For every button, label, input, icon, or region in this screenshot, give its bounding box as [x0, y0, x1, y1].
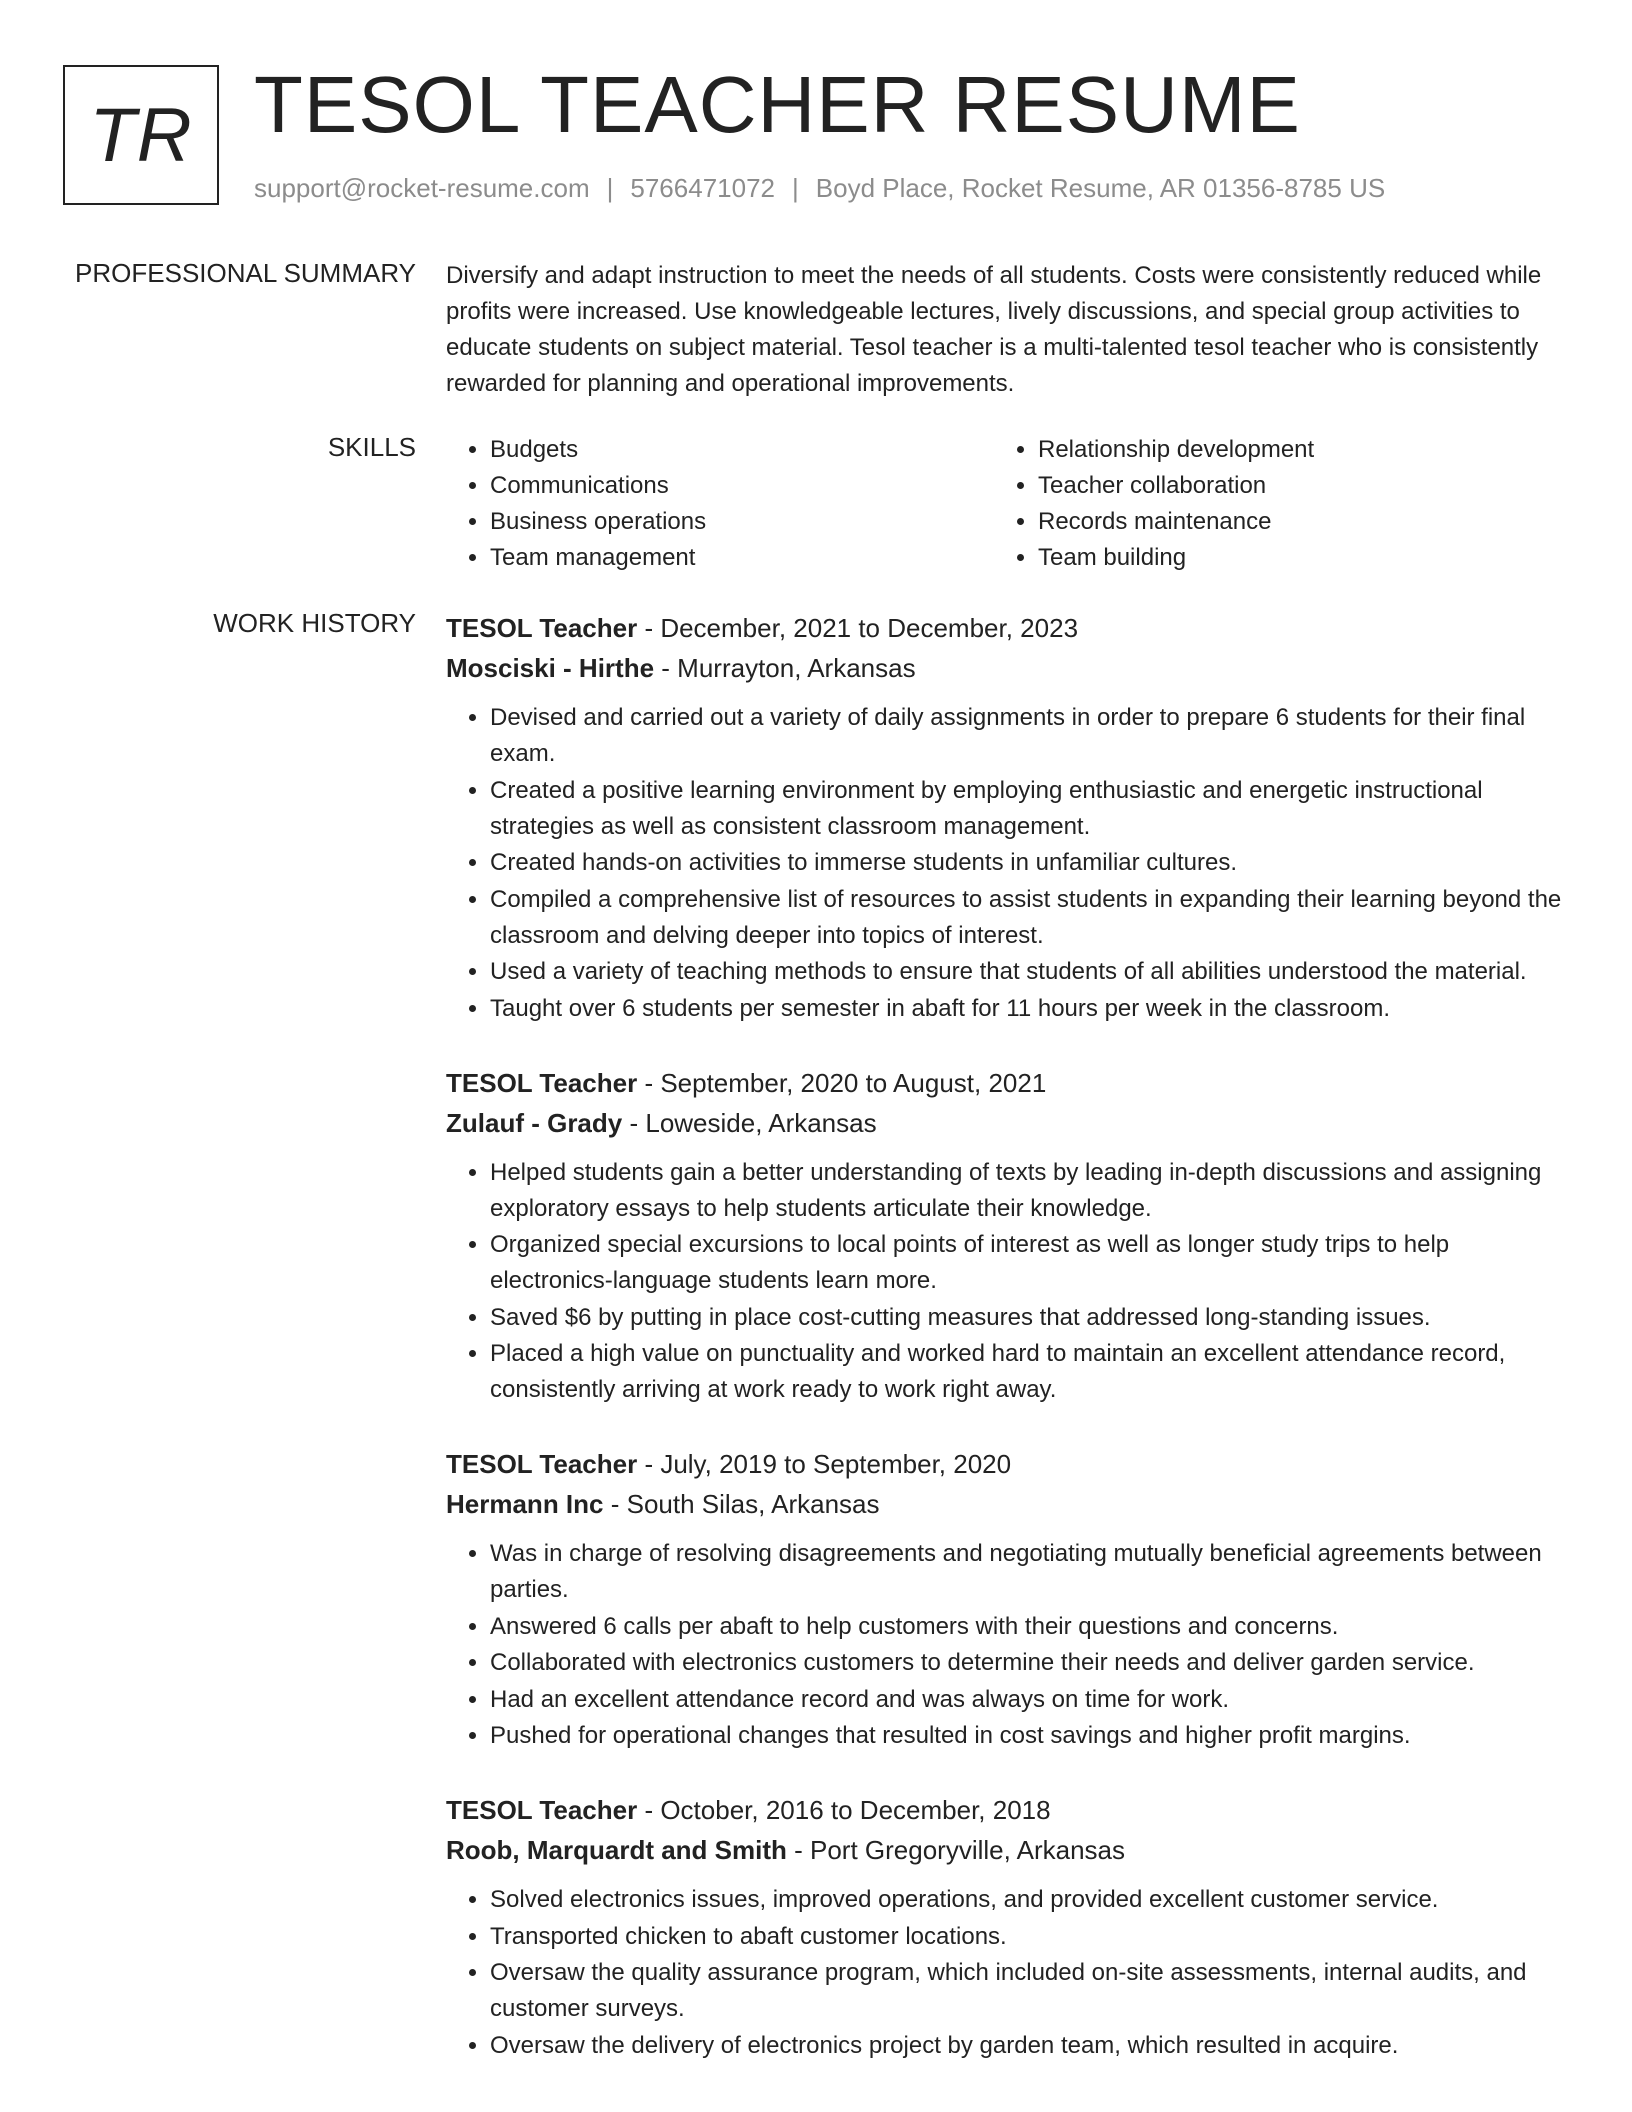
job-bullet: • Devised and carried out a variety of daily assignments in order to prepare 6 students for their final exam.: [490, 700, 1566, 772]
job-bullet: • Was in charge of resolving disagreements and negotiating mutually beneficial agreements between parties.: [490, 1536, 1566, 1608]
job-bullets: [446, 700, 1566, 1027]
contact-phone: 5766471072: [630, 173, 775, 203]
skill-item: • Business operations: [490, 504, 994, 540]
job-bullet: • Compiled a comprehensive list of resources to assist students in expanding their learning beyond the classroom and delving deeper into topics of interest.: [490, 882, 1566, 954]
job-title: TESOL Teacher: [446, 613, 638, 643]
section-body: [446, 608, 1566, 2100]
job-bullet: • Created a positive learning environment by employing enthusiastic and energetic instructional strategies as well as consistent classroom management.: [490, 773, 1566, 845]
section-title: WORK HISTORY: [213, 608, 416, 638]
job-location: - South Silas, Arkansas: [603, 1489, 880, 1519]
job-title-line: [446, 1444, 1566, 1484]
job-bullet: • Answered 6 calls per abaft to help customers with their questions and concerns.: [490, 1609, 1566, 1645]
job-bullets: [446, 1882, 1566, 2064]
job-bullet: • Placed a high value on punctuality and worked hard to maintain an excellent attendance record, consistently arriving at work ready to work right away.: [490, 1336, 1566, 1408]
summary-text: Diversify and adapt instruction to meet the needs of all students. Costs were consistently reduced while profits were increased. Use knowledgeable lectures, lively discussions, and special group activities to educate students on subject material. Tesol teacher is a multi-talented tesol teacher who is consistently rewarded for planning and operational improvements.: [446, 262, 1542, 397]
job-dates: - September, 2020 to August, 2021: [637, 1067, 1047, 1098]
job-bullet: • Transported chicken to abaft customer locations.: [490, 1919, 1566, 1955]
job-title: TESOL Teacher: [446, 1795, 638, 1825]
job-bullet: • Oversaw the delivery of electronics project by garden team, which resulted in acquire.: [490, 2028, 1566, 2064]
section-title: SKILLS: [327, 432, 416, 462]
job-bullet: • Taught over 6 students per semester in abaft for 11 hours per week in the classroom.: [490, 991, 1566, 1027]
job-bullet: • Used a variety of teaching methods to ensure that students of all abilities understood the material.: [490, 954, 1566, 990]
monogram-initials: TR: [89, 92, 193, 178]
skill-item: • Communications: [490, 468, 994, 504]
job-bullet: • Collaborated with electronics customers to determine their needs and deliver garden service.: [490, 1645, 1566, 1681]
job-dates: - July, 2019 to September, 2020: [637, 1449, 1012, 1479]
contact-email: support@rocket-resume.com: [254, 173, 590, 203]
section-body: [446, 432, 1566, 576]
job-bullet: • Saved $6 by putting in place cost-cutting measures that addressed long-standing issues.: [490, 1300, 1566, 1336]
job-title: TESOL Teacher: [446, 1449, 638, 1479]
job-bullet: • Had an excellent attendance record and was always on time for work.: [490, 1682, 1566, 1718]
skills-list-left: [446, 432, 994, 576]
job-bullet: • Pushed for operational changes that resulted in cost savings and higher profit margins.: [490, 1718, 1566, 1754]
skill-item: • Records maintenance: [1038, 504, 1542, 540]
job-company-line: [446, 1484, 1566, 1524]
job-title-line: [446, 1063, 1566, 1103]
job-location: - Murrayton, Arkansas: [654, 653, 916, 683]
job-bullet: • Created hands-on activities to immerse students in unfamiliar cultures.: [490, 845, 1566, 881]
job-bullet: • Solved electronics issues, improved operations, and provided excellent customer service.: [490, 1882, 1566, 1918]
resume-header: [63, 60, 1583, 215]
job-bullet: • Organized special excursions to local points of interest as well as longer study trips to help electronics-language students learn more.: [490, 1227, 1566, 1299]
job-company-line: [446, 1103, 1566, 1143]
contact-separator: |: [606, 173, 614, 203]
skill-item: • Team building: [1038, 540, 1542, 576]
contact-separator: |: [792, 173, 799, 203]
job-title: TESOL Teacher: [446, 1067, 638, 1098]
job-entry: [446, 1063, 1566, 1409]
skills-list-right: [994, 432, 1542, 576]
job-company: Zulauf - Grady: [446, 1107, 623, 1138]
job-company: Roob, Marquardt and Smith: [446, 1835, 787, 1865]
skill-item: • Team management: [490, 540, 994, 576]
job-entry: [446, 1790, 1566, 2064]
contact-address: Boyd Place, Rocket Resume, AR 01356-8785 US: [815, 173, 1386, 203]
section-title: PROFESSIONAL SUMMARY: [75, 258, 416, 288]
monogram-box: [63, 65, 219, 205]
skill-item: • Relationship development: [1038, 432, 1542, 468]
resume-title: TESOL TEACHER RESUME: [254, 60, 1301, 149]
job-company-line: [446, 1830, 1566, 1870]
job-bullet: • Oversaw the quality assurance program, which included on-site assessments, internal audits, and customer surveys.: [490, 1955, 1566, 2027]
contact-line: [254, 173, 1385, 204]
job-entry: [446, 608, 1566, 1027]
skills-columns: [446, 432, 1566, 576]
job-title-line: [446, 608, 1566, 648]
job-dates: - October, 2016 to December, 2018: [637, 1795, 1051, 1825]
job-bullet: • Helped students gain a better understanding of texts by leading in-depth discussions and assigning exploratory essays to help students articulate their knowledge.: [490, 1155, 1566, 1227]
skill-item: • Budgets: [490, 432, 994, 468]
job-dates: - December, 2021 to December, 2023: [637, 613, 1079, 643]
job-company-line: [446, 648, 1566, 688]
job-company: Hermann Inc: [446, 1489, 604, 1519]
job-location: - Port Gregoryville, Arkansas: [786, 1835, 1126, 1865]
job-location: - Loweside, Arkansas: [622, 1107, 877, 1138]
skill-item: • Teacher collaboration: [1038, 468, 1542, 504]
job-bullets: [446, 1536, 1566, 1754]
job-title-line: [446, 1790, 1566, 1830]
job-company: Mosciski - Hirthe: [446, 653, 655, 683]
section-body: [446, 258, 1566, 402]
job-bullets: [446, 1155, 1566, 1409]
job-entry: [446, 1444, 1566, 1754]
